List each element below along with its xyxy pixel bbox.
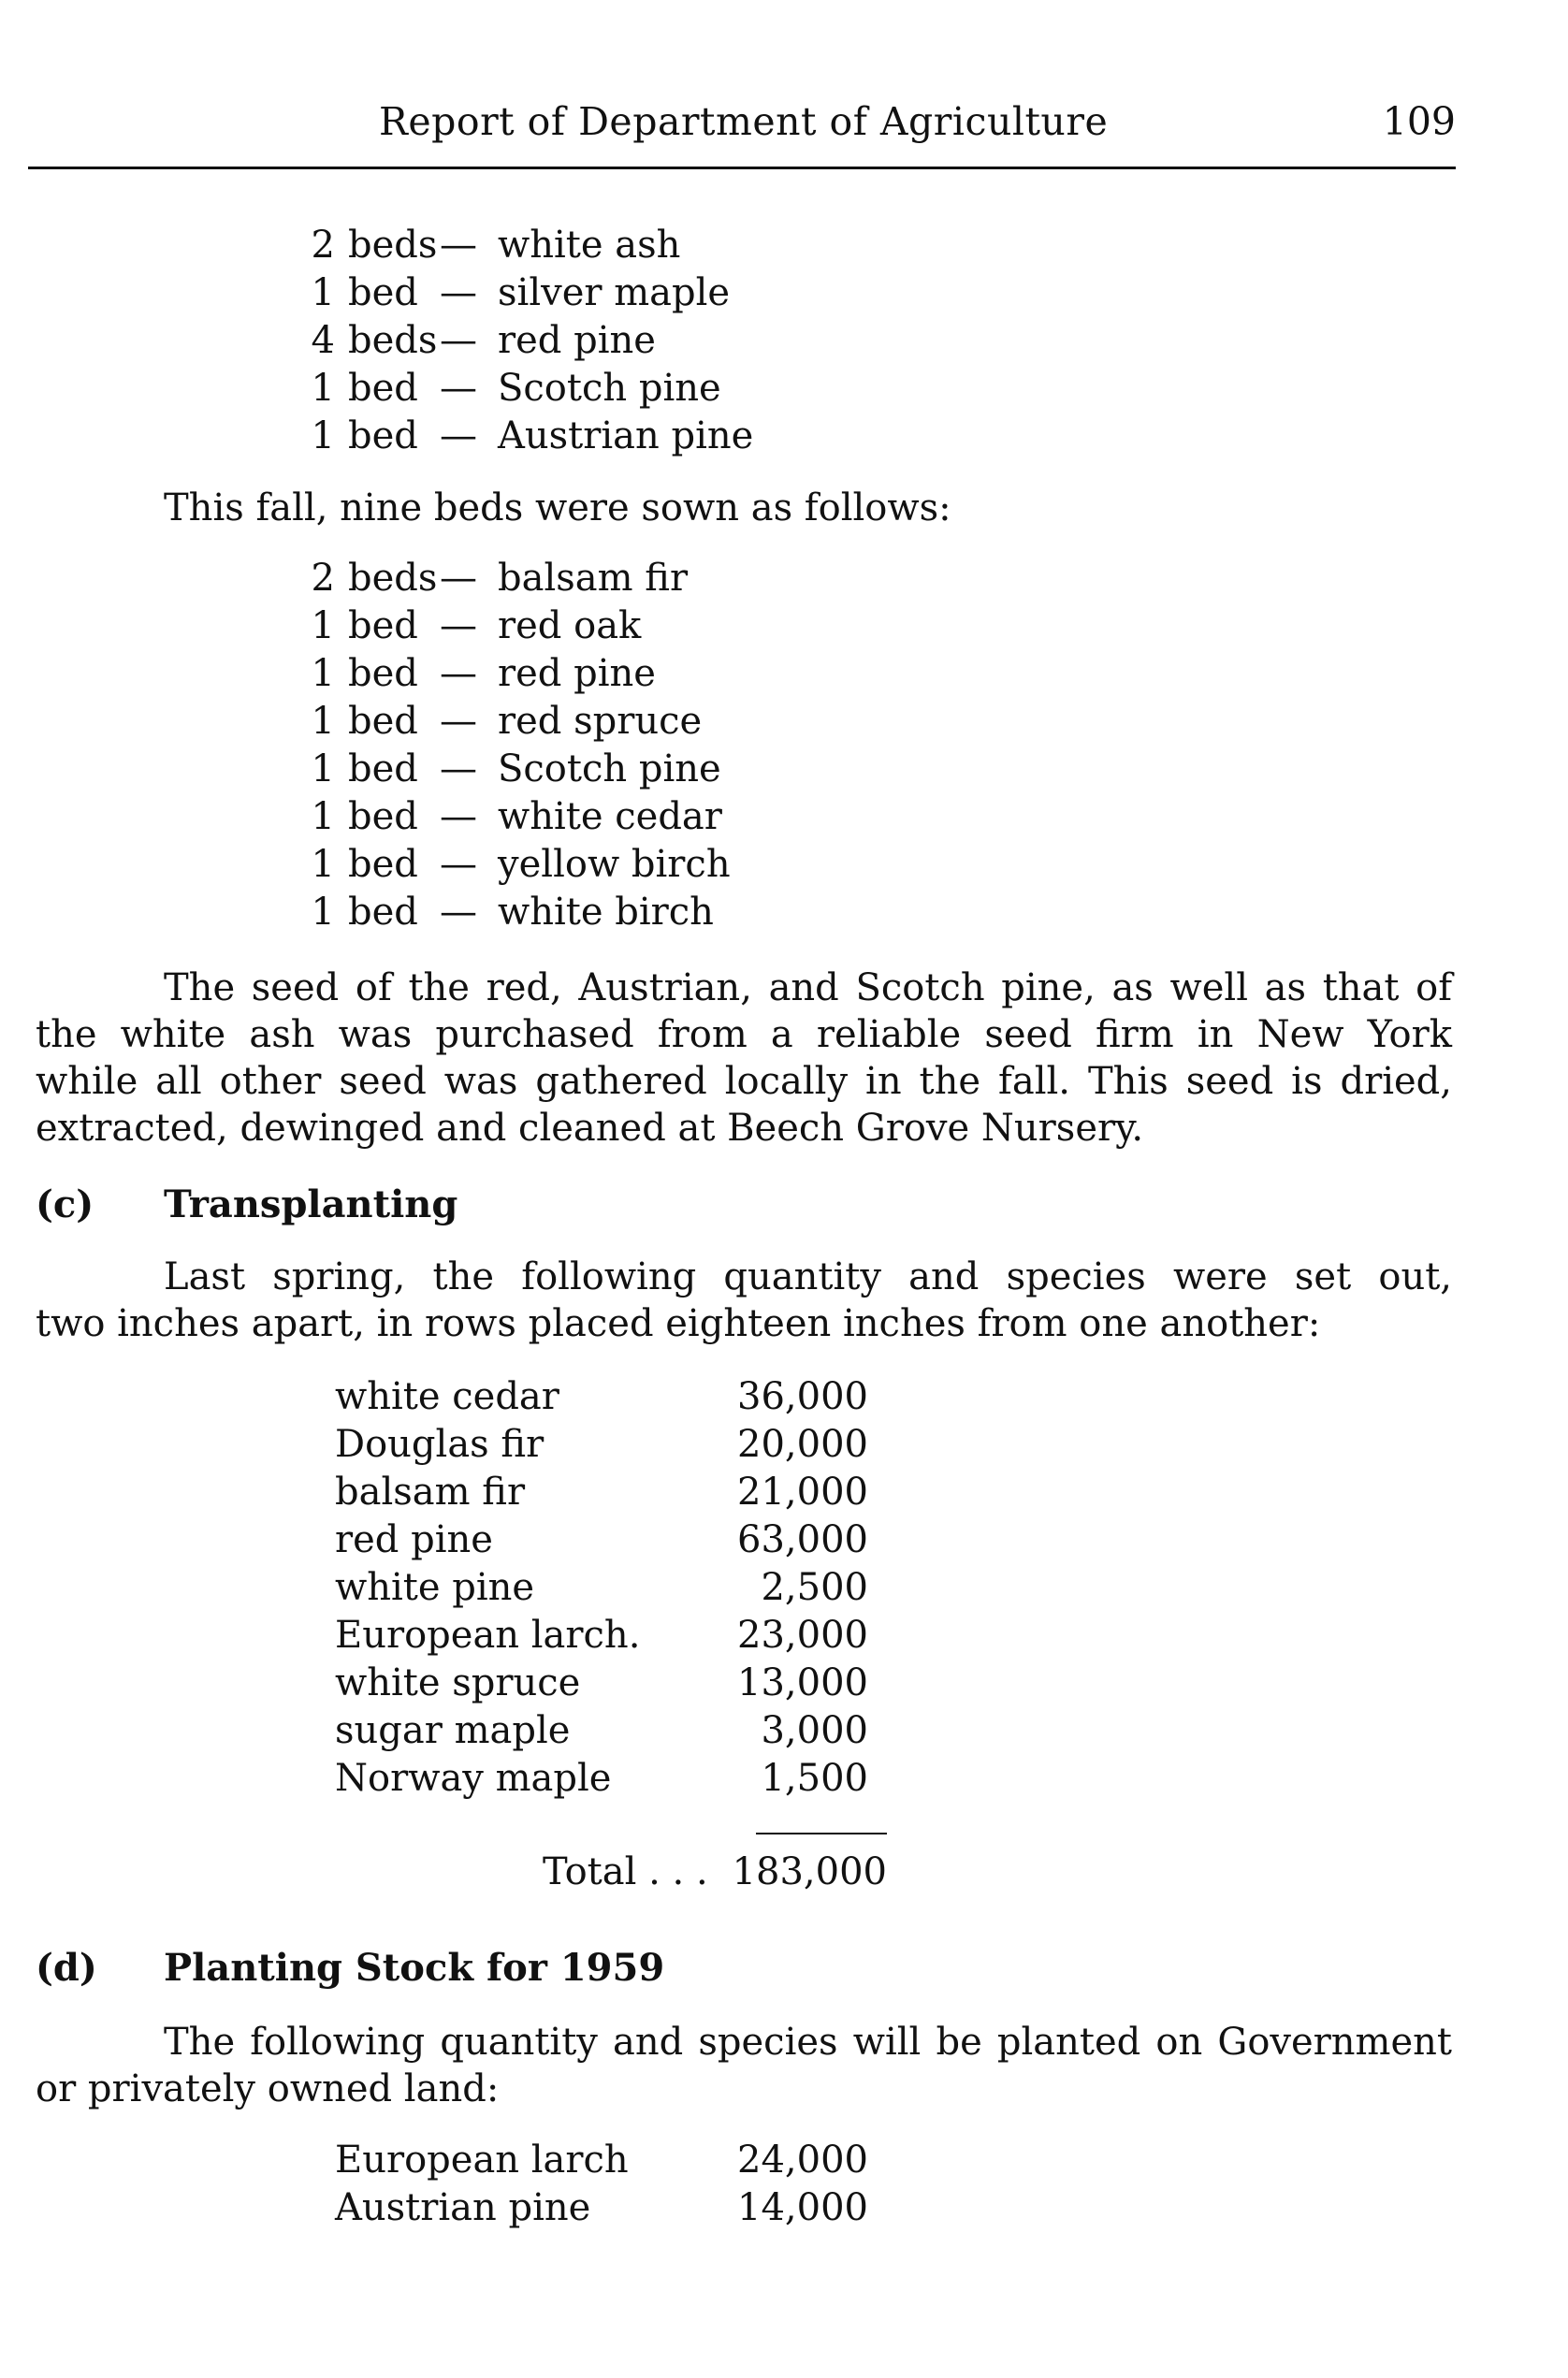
bed-count: 4 bbox=[311, 319, 335, 362]
quantity-cell: 24,000 bbox=[737, 2139, 868, 2182]
quantity-cell: 36,000 bbox=[737, 1375, 868, 1418]
species-name: white cedar bbox=[498, 795, 722, 838]
paragraph-line: the white ash was purchased from a reliable seed firm in New York bbox=[36, 1013, 1452, 1056]
total-row bbox=[543, 1850, 887, 1893]
bed-unit: beds bbox=[348, 224, 438, 267]
bed-count: 2 bbox=[311, 224, 335, 267]
total-value: 183,000 bbox=[732, 1850, 887, 1893]
quantity-cell: 20,000 bbox=[737, 1423, 868, 1466]
list-item bbox=[283, 698, 731, 746]
dash: — bbox=[440, 557, 477, 600]
page-number: 109 bbox=[1382, 99, 1456, 144]
list-item bbox=[283, 889, 731, 936]
list-item bbox=[283, 222, 753, 269]
header-rule bbox=[28, 167, 1456, 169]
bed-unit: bed bbox=[348, 604, 418, 647]
paragraph-line: two inches apart, in rows placed eighteen inches from one another: bbox=[36, 1302, 1321, 1345]
list-item bbox=[283, 317, 753, 365]
list-item bbox=[283, 793, 731, 841]
paragraph-line: The following quantity and species will be planted on Government bbox=[164, 2021, 1452, 2064]
spring-sowing-list bbox=[283, 222, 753, 460]
dash: — bbox=[440, 367, 477, 410]
bed-unit: bed bbox=[348, 843, 418, 886]
species-name: Scotch pine bbox=[498, 747, 721, 790]
quantity-cell: 2,500 bbox=[761, 1566, 868, 1609]
bed-count: 1 bbox=[311, 367, 335, 410]
total-rule bbox=[756, 1833, 887, 1834]
section-title: Planting Stock for 1959 bbox=[164, 1946, 665, 1990]
dash: — bbox=[440, 747, 477, 790]
table-row bbox=[335, 2137, 868, 2184]
list-item bbox=[283, 746, 731, 793]
bed-count: 1 bbox=[311, 604, 335, 647]
bed-unit: bed bbox=[348, 795, 418, 838]
species-name: silver maple bbox=[498, 271, 731, 314]
section-title: Transplanting bbox=[164, 1182, 458, 1226]
planting-table bbox=[335, 2137, 868, 2232]
quantity-cell: 23,000 bbox=[737, 1614, 868, 1657]
bed-unit: beds bbox=[348, 319, 438, 362]
section-label: (c) bbox=[36, 1182, 94, 1226]
dash: — bbox=[440, 652, 477, 695]
bed-unit: bed bbox=[348, 700, 418, 743]
table-row bbox=[335, 1469, 868, 1516]
bed-unit: bed bbox=[348, 652, 418, 695]
species-name: red oak bbox=[498, 604, 642, 647]
species-cell: European larch. bbox=[335, 1614, 641, 1657]
dash: — bbox=[440, 891, 477, 934]
species-cell: white pine bbox=[335, 1566, 535, 1609]
dash: — bbox=[440, 843, 477, 886]
bed-count: 1 bbox=[311, 652, 335, 695]
list-item bbox=[283, 555, 731, 602]
fall-intro-text: This fall, nine beds were sown as follows: bbox=[164, 486, 951, 529]
list-item bbox=[283, 269, 753, 317]
bed-unit: beds bbox=[348, 557, 438, 600]
section-label: (d) bbox=[36, 1946, 97, 1990]
list-item bbox=[283, 413, 753, 460]
section-heading-c bbox=[36, 1182, 457, 1226]
paragraph-line: The seed of the red, Austrian, and Scotch pine, as well as that of bbox=[164, 966, 1452, 1009]
species-cell: balsam fir bbox=[335, 1471, 526, 1514]
table-row bbox=[335, 1660, 868, 1707]
bed-unit: bed bbox=[348, 271, 418, 314]
dash: — bbox=[440, 700, 477, 743]
species-cell: white spruce bbox=[335, 1661, 581, 1704]
species-name: yellow birch bbox=[498, 843, 731, 886]
bed-count: 1 bbox=[311, 414, 335, 457]
bed-count: 1 bbox=[311, 891, 335, 934]
species-name: white ash bbox=[498, 224, 681, 267]
table-row bbox=[335, 2184, 868, 2232]
section-heading-d bbox=[36, 1946, 664, 1990]
bed-unit: bed bbox=[348, 891, 418, 934]
fall-intro bbox=[164, 485, 1474, 531]
species-name: red pine bbox=[498, 652, 656, 695]
paragraph-line: Last spring, the following quantity and species were set out, bbox=[164, 1255, 1452, 1298]
quantity-cell: 63,000 bbox=[737, 1518, 868, 1561]
species-name: Austrian pine bbox=[498, 414, 754, 457]
species-name: red spruce bbox=[498, 700, 703, 743]
bed-count: 1 bbox=[311, 795, 335, 838]
bed-count: 1 bbox=[311, 843, 335, 886]
list-item bbox=[283, 602, 731, 650]
quantity-cell: 1,500 bbox=[761, 1757, 868, 1800]
seed-paragraph bbox=[36, 964, 1452, 1152]
transplant-table bbox=[335, 1373, 868, 1803]
paragraph-line: or privately owned land: bbox=[36, 2067, 500, 2110]
fall-sowing-list bbox=[283, 555, 731, 936]
bed-unit: bed bbox=[348, 414, 418, 457]
bed-unit: bed bbox=[348, 747, 418, 790]
species-cell: red pine bbox=[335, 1518, 493, 1561]
species-cell: European larch bbox=[335, 2139, 629, 2182]
dash: — bbox=[440, 319, 477, 362]
dash: — bbox=[440, 795, 477, 838]
table-row bbox=[335, 1516, 868, 1564]
planting-paragraph bbox=[36, 2019, 1452, 2112]
species-name: Scotch pine bbox=[498, 367, 721, 410]
bed-count: 1 bbox=[311, 747, 335, 790]
header-title: Report of Department of Agriculture bbox=[379, 99, 1109, 144]
species-name: red pine bbox=[498, 319, 656, 362]
table-row bbox=[335, 1707, 868, 1755]
list-item bbox=[283, 650, 731, 698]
species-cell: Austrian pine bbox=[335, 2186, 591, 2229]
species-cell: Douglas fir bbox=[335, 1423, 544, 1466]
running-header bbox=[28, 94, 1456, 150]
total-label: Total . . . bbox=[543, 1850, 708, 1893]
species-name: white birch bbox=[498, 891, 714, 934]
dash: — bbox=[440, 271, 477, 314]
quantity-cell: 13,000 bbox=[737, 1661, 868, 1704]
species-cell: white cedar bbox=[335, 1375, 559, 1418]
bed-unit: bed bbox=[348, 367, 418, 410]
bed-count: 1 bbox=[311, 271, 335, 314]
species-name: balsam fir bbox=[498, 557, 689, 600]
species-cell: sugar maple bbox=[335, 1709, 571, 1752]
dash: — bbox=[440, 414, 477, 457]
quantity-cell: 21,000 bbox=[737, 1471, 868, 1514]
paragraph-line: extracted, dewinged and cleaned at Beech Grove Nursery. bbox=[36, 1107, 1144, 1150]
paragraph-line: while all other seed was gathered locally in the fall. This seed is dried, bbox=[36, 1060, 1452, 1103]
list-item bbox=[283, 841, 731, 889]
table-row bbox=[335, 1564, 868, 1612]
species-cell: Norway maple bbox=[335, 1757, 612, 1800]
table-row bbox=[335, 1755, 868, 1803]
dash: — bbox=[440, 224, 477, 267]
quantity-cell: 3,000 bbox=[761, 1709, 868, 1752]
table-row bbox=[335, 1612, 868, 1660]
bed-count: 1 bbox=[311, 700, 335, 743]
quantity-cell: 14,000 bbox=[737, 2186, 868, 2229]
list-item bbox=[283, 365, 753, 413]
bed-count: 2 bbox=[311, 557, 335, 600]
dash: — bbox=[440, 604, 477, 647]
table-row bbox=[335, 1421, 868, 1469]
transplant-paragraph bbox=[36, 1254, 1452, 1347]
table-row bbox=[335, 1373, 868, 1421]
